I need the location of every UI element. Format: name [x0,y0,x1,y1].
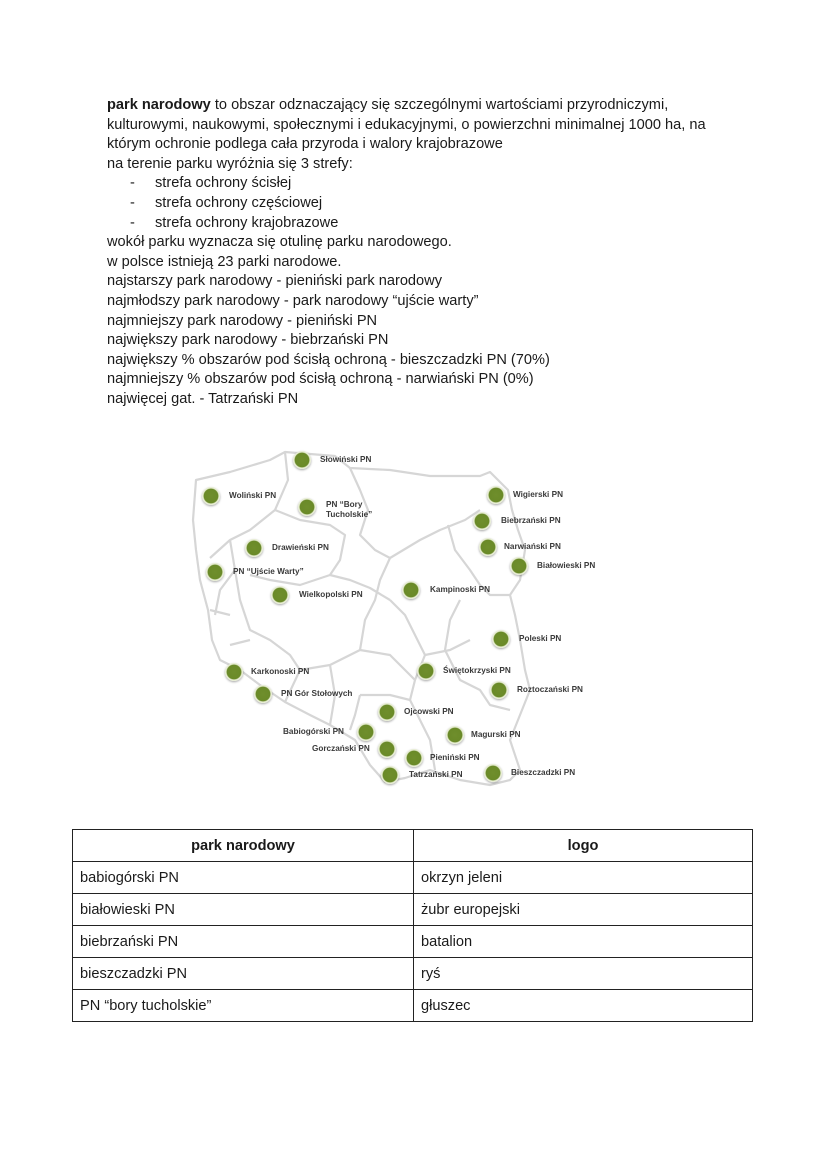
park-label: Biebrzański PN [501,516,561,525]
park-label: Babiogórski PN [283,727,344,736]
park-pin-icon [381,766,399,784]
zone-label: strefa ochrony częściowej [155,194,323,211]
table-row [73,990,753,1022]
park-pin-icon [446,726,464,744]
park-label: Tatrzański PN [409,770,463,779]
park-label: Słowiński PN [320,455,372,464]
park-name-cell: biebrzański PN [73,926,414,958]
column-header-park: park narodowy [73,830,414,862]
park-label: Magurski PN [471,730,521,739]
dash-bullet-icon: - [130,194,135,211]
park-pin-icon [378,703,396,721]
zone-item [107,214,747,234]
park-label: Woliński PN [229,491,277,500]
park-label: Świętokrzyski PN [443,666,511,675]
fact-line: w polsce istnieją 23 parki narodowe. [107,253,342,270]
park-pin-icon [487,486,505,504]
logo-cell: batalion [414,926,753,958]
park-pin-icon [206,563,224,581]
park-label: PN Gór Stołowych [281,689,353,698]
term-bold: park narodowy [107,97,211,113]
fact-line: najmniejszy % obszarów pod ścisłą ochroną - narwiański PN (0%) [107,371,534,388]
park-pin-icon [254,685,272,703]
park-label: PN “Bory [326,500,363,509]
park-label: Wielkopolski PN [299,590,363,599]
fact-line: największy % obszarów pod ścisłą ochroną - bieszczadzki PN (70%) [107,351,550,368]
fact-line: najmłodszy park narodowy - park narodowy “ujście warty” [107,292,479,309]
park-pin-icon [298,498,316,516]
park-label: Kampinoski PN [430,585,491,594]
park-label: Karkonoski PN [251,667,310,676]
park-name-cell: PN “bory tucholskie” [73,990,414,1022]
park-label: Gorczański PN [312,744,370,753]
logo-cell: żubr europejski [414,894,753,926]
park-label: Narwiański PN [504,542,561,551]
zone-label: strefa ochrony ścisłej [155,175,292,192]
intro-text [107,96,747,410]
zone-label: strefa ochrony krajobrazowe [155,214,339,231]
fact-line: najmniejszy park narodowy - pieniński PN [107,312,378,329]
park-pin-icon [225,663,243,681]
zone-item [107,194,747,214]
fact-line: wokół parku wyznacza się otulinę parku narodowego. [107,234,452,251]
park-pin-icon [473,512,491,530]
zone-item [107,174,747,194]
definition-text: to obszar odznaczający się szczególnymi wartościami przyrodniczymi, kulturowymi, naukowymi, społecznymi i edukacyjnymi, o powierzchni minimalnej 1000 ha, na którym ochronie podlega cała przyroda i walory krajobrazowe [107,97,706,153]
park-pin-icon [378,740,396,758]
fact-line: najwięcej gat. - Tatrzański PN [107,390,299,407]
fact-line: najstarszy park narodowy - pieniński park narodowy [107,273,443,290]
park-pin-icon [293,451,311,469]
park-pin-icon [417,662,435,680]
park-pin-icon [479,538,497,556]
parks-logo-table [72,829,753,1022]
park-pin-icon [490,681,508,699]
park-label: Wigierski PN [513,490,563,499]
column-header-logo: logo [414,830,753,862]
park-label: Poleski PN [519,634,562,643]
park-name-cell: bieszczadzki PN [73,958,414,990]
park-pin-icon [405,749,423,767]
park-name-cell: białowieski PN [73,894,414,926]
table-row [73,926,753,958]
park-pin-icon [484,764,502,782]
table-row [73,958,753,990]
park-label: Bieszczadzki PN [511,768,576,777]
definition-paragraph [107,96,747,155]
park-pin-icon [271,586,289,604]
logo-cell: ryś [414,958,753,990]
poland-national-parks-map [190,440,610,800]
park-label: Białowieski PN [537,561,596,570]
zones-heading: na terenie parku wyróżnia się 3 strefy: [107,155,353,172]
park-label: PN “Ujście Warty” [233,567,304,576]
table-row [73,862,753,894]
logo-cell: głuszec [414,990,753,1022]
park-label: Tucholskie” [326,510,373,519]
park-pin-icon [492,630,510,648]
park-pin-icon [245,539,263,557]
park-label: Roztoczański PN [517,685,583,694]
park-label: Pieniński PN [430,753,480,762]
fact-line: największy park narodowy - biebrzański PN [107,332,389,349]
park-label: Drawieński PN [272,543,329,552]
park-pin-icon [202,487,220,505]
dash-bullet-icon: - [130,175,135,192]
park-pin-icon [402,581,420,599]
table-row [73,894,753,926]
park-name-cell: babiogórski PN [73,862,414,894]
park-pin-icon [357,723,375,741]
table-header-row [73,830,753,862]
logo-cell: okrzyn jeleni [414,862,753,894]
park-label: Ojcowski PN [404,707,454,716]
dash-bullet-icon: - [130,214,135,231]
park-pin-icon [510,557,528,575]
